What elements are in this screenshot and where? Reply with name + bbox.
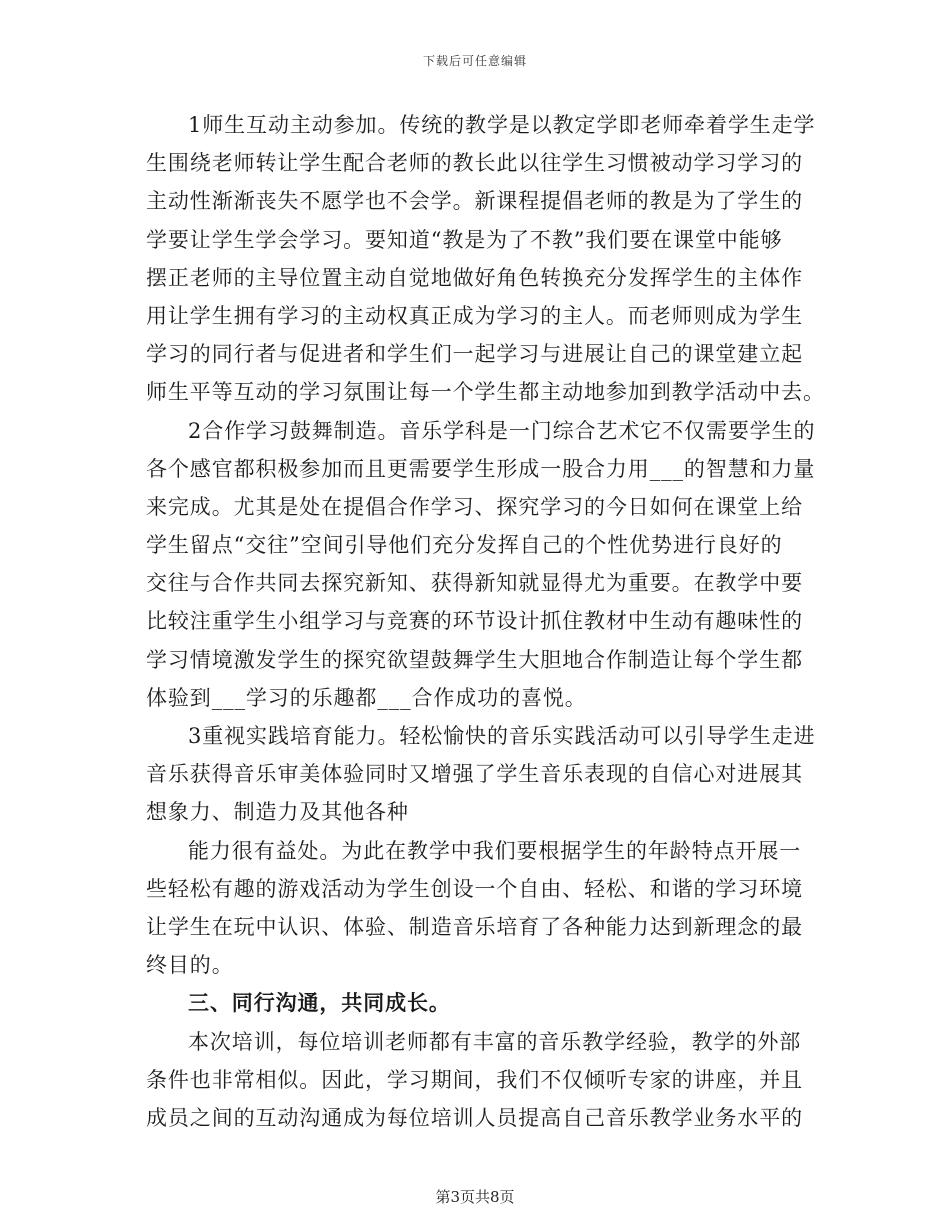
- text-line: 2合作学习鼓舞制造。音乐学科是一门综合艺术它不仅需要学生的: [188, 418, 816, 443]
- section-heading: 三、同行沟通，共同成长。: [188, 990, 451, 1016]
- text-line: 让学生在玩中认识、体验、制造音乐培育了各种能力达到新理念的最: [146, 914, 803, 939]
- text-line: 3重视实践培育能力。轻松愉快的音乐实践活动可以引导学生走进: [188, 724, 816, 748]
- text-line: 各个感官都积极参加而且更需要学生形成一股合力用___的智慧和力量: [146, 456, 816, 481]
- text-line: 学要让学生学会学习。要知道“教是为了不教”我们要在课堂中能够: [146, 227, 783, 252]
- page-footer: 第3页共8页: [435, 1188, 515, 1206]
- text-line: 学习的同行者与促进者和学生们一起学习与进展让自己的课堂建立起: [146, 342, 803, 367]
- text-line: 音乐获得音乐审美体验同时又增强了学生音乐表现的自信心对进展其: [146, 762, 803, 787]
- text-line: 比较注重学生小组学习与竞赛的环节设计抓住教材中生动有趣味性的: [146, 609, 803, 634]
- text-line: 想象力、制造力及其他各种: [146, 800, 409, 825]
- text-line: 体验到___学习的乐趣都___合作成功的喜悦。: [146, 685, 587, 710]
- text-line: 主动性渐渐丧失不愿学也不会学。新课程提倡老师的教是为了学生的: [146, 189, 803, 214]
- text-line: 成员之间的互动沟通成为每位培训人员提高自己音乐教学业务水平的: [146, 1105, 803, 1130]
- text-line: 学习情境激发学生的探究欲望鼓舞学生大胆地合作制造让每个学生都: [146, 647, 803, 672]
- document-body: [146, 106, 825, 1137]
- text-line: 学生留点“交往”空间引导他们充分发挥自己的个性优势进行良好的: [146, 533, 783, 558]
- text-line: 本次培训，每位培训老师都有丰富的音乐教学经验，教学的外部: [188, 1029, 802, 1054]
- text-line: 师生平等互动的学习氛围让每一个学生都主动地参加到教学活动中去。: [146, 380, 825, 405]
- text-line: 来完成。尤其是处在提倡合作学习、探究学习的今日如何在课堂上给: [146, 494, 803, 519]
- text-line: 些轻松有趣的游戏活动为学生创设一个自由、轻松、和谐的学习环境: [146, 876, 803, 901]
- text-line: 交往与合作共同去探究新知、获得新知就显得尤为重要。在教学中要: [146, 571, 803, 596]
- text-line: 终目的。: [146, 953, 234, 978]
- text-line: 用让学生拥有学习的主动权真正成为学习的主人。而老师则成为学生: [146, 303, 803, 328]
- text-line: 能力很有益处。为此在教学中我们要根据学生的年龄特点开展一: [188, 838, 802, 863]
- page-header: 下载后可任意编辑: [422, 54, 527, 68]
- text-line: 条件也非常相似。因此，学习期间，我们不仅倾听专家的讲座，并且: [146, 1067, 803, 1092]
- text-line: 生围绕老师转让学生配合老师的教长此以往学生习惯被动学习学习的: [146, 151, 803, 176]
- text-line: 摆正老师的主导位置主动自觉地做好角色转换充分发挥学生的主体作: [146, 265, 803, 290]
- text-line: 1师生互动主动参加。传统的教学是以教定学即老师牵着学生走学: [188, 113, 816, 137]
